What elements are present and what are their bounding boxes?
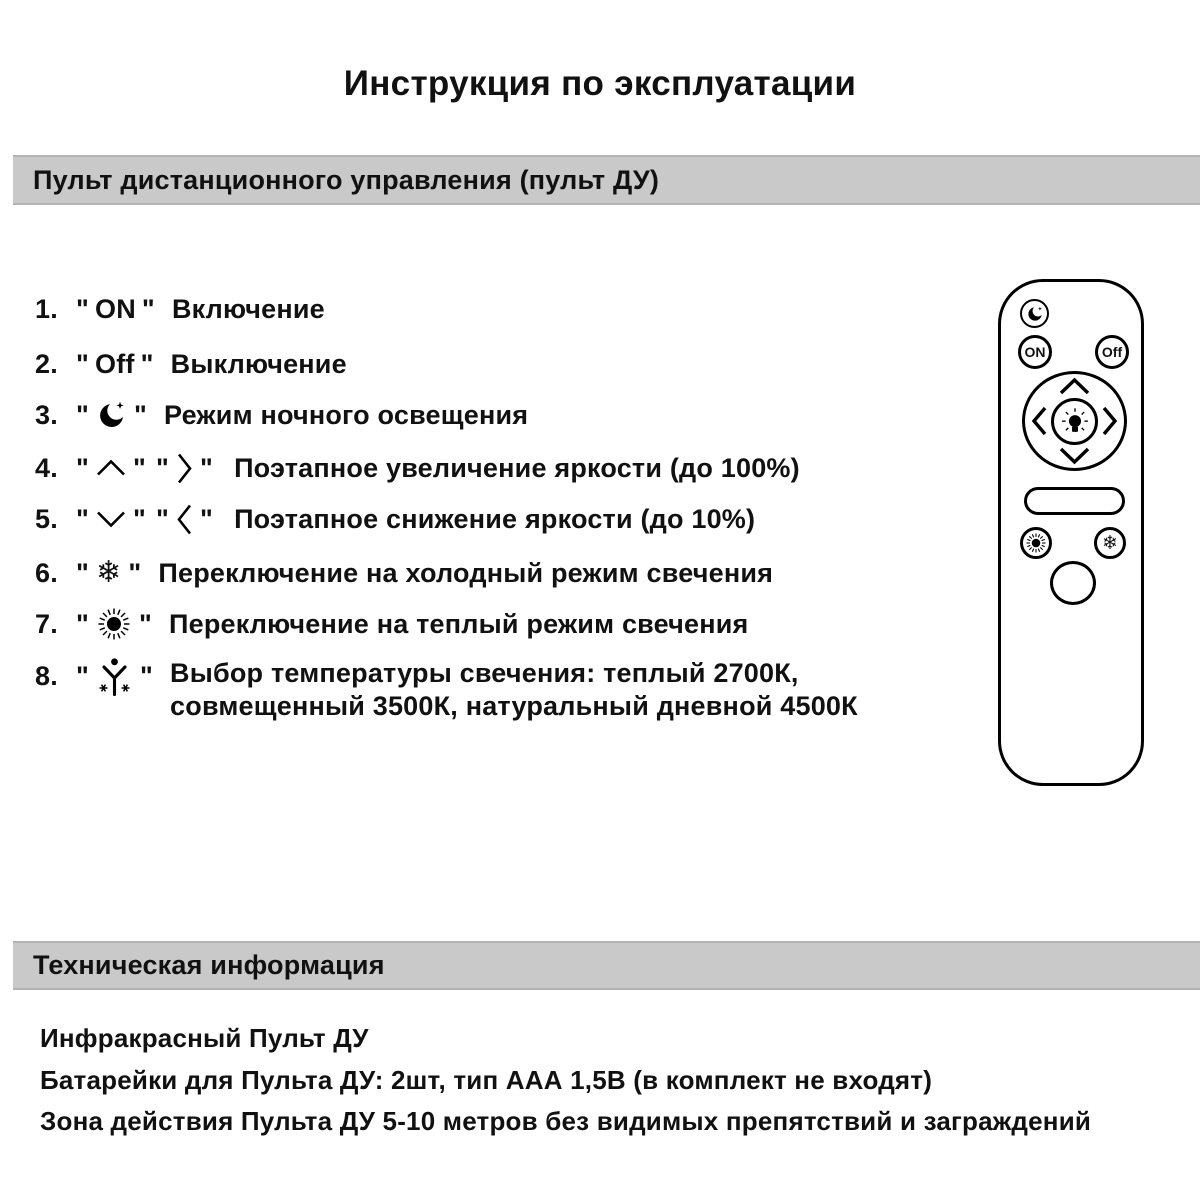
sun-icon [1025, 532, 1047, 554]
section-header-remote [13, 155, 1200, 205]
tech-info-line-2: Батарейки для Пульта ДУ: 2шт, тип ААА 1,5В (в комплект не входят) [40, 1064, 933, 1095]
quote-mark: " [134, 399, 148, 430]
quote-mark: " [128, 557, 142, 588]
on-button-label: ON [1024, 344, 1046, 360]
sun-icon [96, 606, 132, 642]
item-description: Переключение на теплый режим свечения [169, 608, 749, 639]
off-button [1095, 335, 1129, 369]
chevron-down-icon [96, 510, 126, 528]
quote-mark: " [140, 660, 154, 691]
item-description: Выключение [170, 348, 347, 379]
section-header-tech-label: Техническая информация [33, 950, 385, 980]
item-number: 2. [35, 348, 58, 379]
cold-mode-button [1094, 527, 1126, 559]
item-description: Переключение на холодный режим свечения [158, 557, 774, 588]
snowflake-icon: ❄ [96, 555, 122, 590]
item-description: Включение [171, 293, 325, 324]
chevron-up-icon [96, 459, 126, 477]
instruction-item-1 [35, 291, 325, 327]
instruction-item-6 [35, 555, 773, 591]
pill-button [1024, 487, 1125, 515]
moon-icon [1026, 305, 1044, 323]
quote-mark: " [200, 452, 214, 483]
instruction-item-2 [35, 346, 347, 382]
instruction-item-7 [35, 606, 749, 642]
item-number: 5. [35, 503, 58, 534]
quote-mark: " [76, 503, 90, 534]
snowflake-icon: ❄ [1102, 531, 1118, 554]
light-bulb-icon [1057, 404, 1093, 440]
quote-mark: " [76, 452, 90, 483]
instruction-item-4 [35, 450, 800, 486]
quote-mark: " [156, 452, 170, 483]
instruction-item-5 [35, 501, 755, 537]
item-description: Поэтапное увеличение яркости (до 100%) [234, 452, 800, 483]
quote-mark: " [139, 608, 153, 639]
item-number: 6. [35, 557, 58, 588]
chevron-left-icon [176, 503, 193, 536]
tech-info-line-1: Инфракрасный Пульт ДУ [40, 1022, 369, 1053]
off-label: Off [95, 348, 135, 379]
item-number: 1. [35, 293, 58, 324]
quote-mark: " [133, 452, 147, 483]
section-header-remote-label: Пульт дистанционного управления (пульт ДУ) [33, 164, 660, 195]
warm-mode-button [1020, 527, 1052, 559]
nav-center-button [1051, 398, 1098, 445]
round-button [1050, 561, 1096, 605]
quote-mark: " [156, 503, 170, 534]
item-description-line-2: совмещенный 3500К, натуральный дневной 4500К [170, 691, 858, 721]
instruction-item-8 [35, 657, 858, 723]
quote-mark: " [76, 293, 90, 324]
quote-mark: " [76, 660, 90, 691]
brightness-nav-pad [1022, 371, 1127, 471]
moon-icon [96, 400, 127, 431]
remote-control-illustration [998, 279, 1144, 786]
quote-mark: " [76, 348, 90, 379]
item-description [170, 657, 858, 723]
item-description: Режим ночного освещения [164, 399, 529, 430]
tech-info-line-3: Зона действия Пульта ДУ 5-10 метров без видимых препятствий и заграждений [40, 1105, 1092, 1136]
night-mode-button [1020, 299, 1049, 328]
off-button-label: Off [1101, 344, 1123, 360]
quote-mark: " [76, 399, 90, 430]
chevron-right-icon [176, 452, 193, 485]
color-temperature-select-icon [96, 655, 133, 697]
quote-mark: " [200, 503, 214, 534]
on-button [1018, 335, 1052, 369]
item-number: 4. [35, 452, 58, 483]
page-title: Инструкция по эксплуатации [343, 64, 857, 103]
quote-mark: " [133, 503, 147, 534]
item-description-line-1: Выбор температуры свечения: теплый 2700К, [170, 658, 799, 688]
item-number: 8. [35, 660, 58, 691]
quote-mark: " [141, 293, 155, 324]
section-header-tech [13, 941, 1200, 990]
on-label: ON [95, 293, 136, 324]
quote-mark: " [140, 348, 154, 379]
quote-mark: " [76, 608, 90, 639]
item-number: 3. [35, 399, 58, 430]
instruction-item-3 [35, 397, 528, 433]
quote-mark: " [76, 557, 90, 588]
item-number: 7. [35, 608, 58, 639]
item-description: Поэтапное снижение яркости (до 10%) [234, 503, 756, 534]
